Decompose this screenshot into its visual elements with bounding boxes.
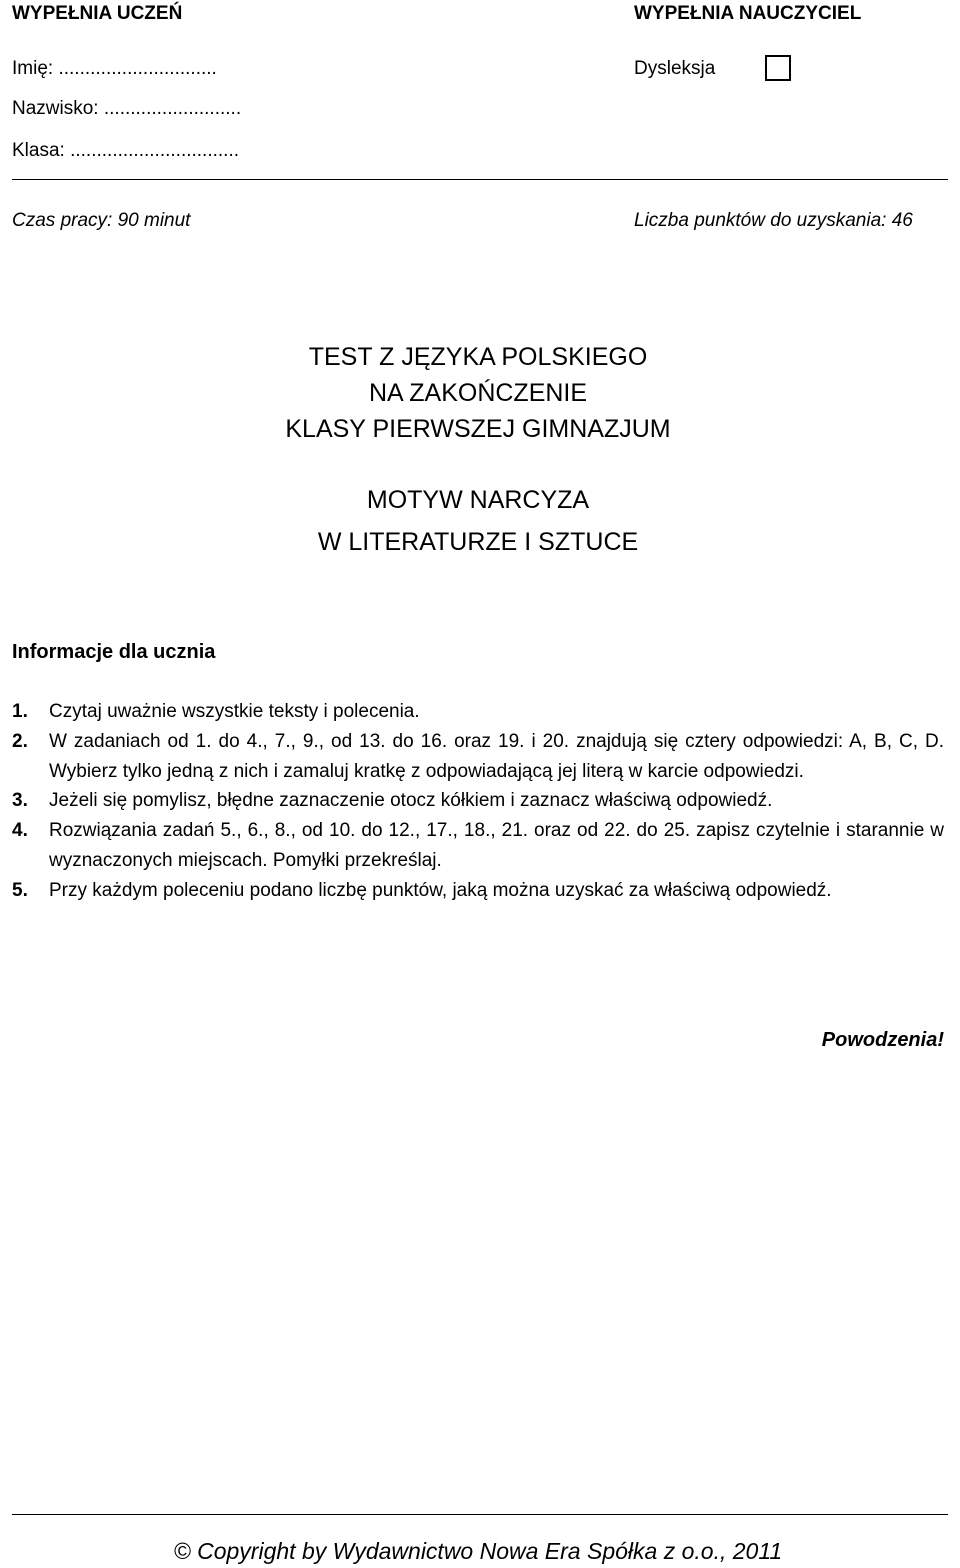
dyslexia-label: Dysleksja — [634, 58, 716, 79]
subtitle-line-2: W LITERATURZE I SZTUCE — [317, 528, 639, 556]
item-text: Przy każdym poleceniu podano liczbę punktów, jaką można uzyskać za właściwą odpowiedź. — [49, 879, 832, 901]
footer-divider — [12, 1514, 948, 1515]
class-field[interactable]: Klasa: ................................ — [12, 140, 240, 161]
info-heading: Informacje dla ucznia — [12, 641, 216, 663]
list-item — [12, 786, 944, 816]
title-line-1: TEST Z JĘZYKA POLSKIEGO — [308, 343, 648, 371]
last-name-field[interactable]: Nazwisko: .......................... — [12, 98, 242, 119]
list-item — [12, 876, 944, 906]
teacher-section-label: WYPEŁNIA NAUCZYCIEL — [634, 3, 862, 24]
item-number: 1. — [12, 701, 28, 722]
item-number: 5. — [12, 879, 28, 901]
test-title — [0, 339, 956, 447]
instructions-list — [12, 697, 944, 906]
test-subtitle — [0, 479, 956, 563]
item-text: Rozwiązania zadań 5., 6., 8., od 10. do 12., 17., 18., 21. oraz od 22. do 25. zapisz czytelnie i starannie w wyznaczonych miejscach. Pomyłki przekreślaj. — [49, 820, 944, 871]
header-divider — [12, 179, 948, 180]
item-text: Czytaj uważnie wszystkie teksty i polecenia. — [49, 701, 420, 722]
item-number: 3. — [12, 790, 28, 812]
item-text: Jeżeli się pomylisz, błędne zaznaczenie otocz kółkiem i zaznacz właściwą odpowiedź. — [49, 790, 773, 812]
list-item — [12, 816, 944, 876]
item-number: 2. — [12, 730, 28, 752]
dyslexia-checkbox[interactable] — [765, 55, 791, 81]
first-name-field[interactable]: Imię: .............................. — [12, 58, 217, 79]
item-number: 4. — [12, 820, 28, 842]
copyright-footer: © Copyright by Wydawnictwo Nowa Era Spółka z o.o., 2011 — [173, 1538, 783, 1564]
max-points: Liczba punktów do uzyskania: 46 — [634, 210, 913, 231]
item-text: W zadaniach od 1. do 4., 7., 9., od 13. do 16. oraz 19. i 20. znajdują się cztery odpowiedzi: A, B, C, D. Wybierz tylko jedną z nich i zamaluj kratkę z odpowiadającą jej literą w karcie odpowiedzi. — [49, 730, 944, 782]
list-item — [12, 727, 944, 787]
student-section-label: WYPEŁNIA UCZEŃ — [12, 3, 183, 24]
good-luck-text: Powodzenia! — [821, 1029, 944, 1051]
subtitle-line-1: MOTYW NARCYZA — [366, 486, 590, 514]
work-time: Czas pracy: 90 minut — [12, 210, 191, 231]
title-line-2: NA ZAKOŃCZENIE — [368, 379, 588, 407]
list-item — [12, 697, 944, 727]
title-line-3: KLASY PIERWSZEJ GIMNAZJUM — [285, 415, 671, 443]
